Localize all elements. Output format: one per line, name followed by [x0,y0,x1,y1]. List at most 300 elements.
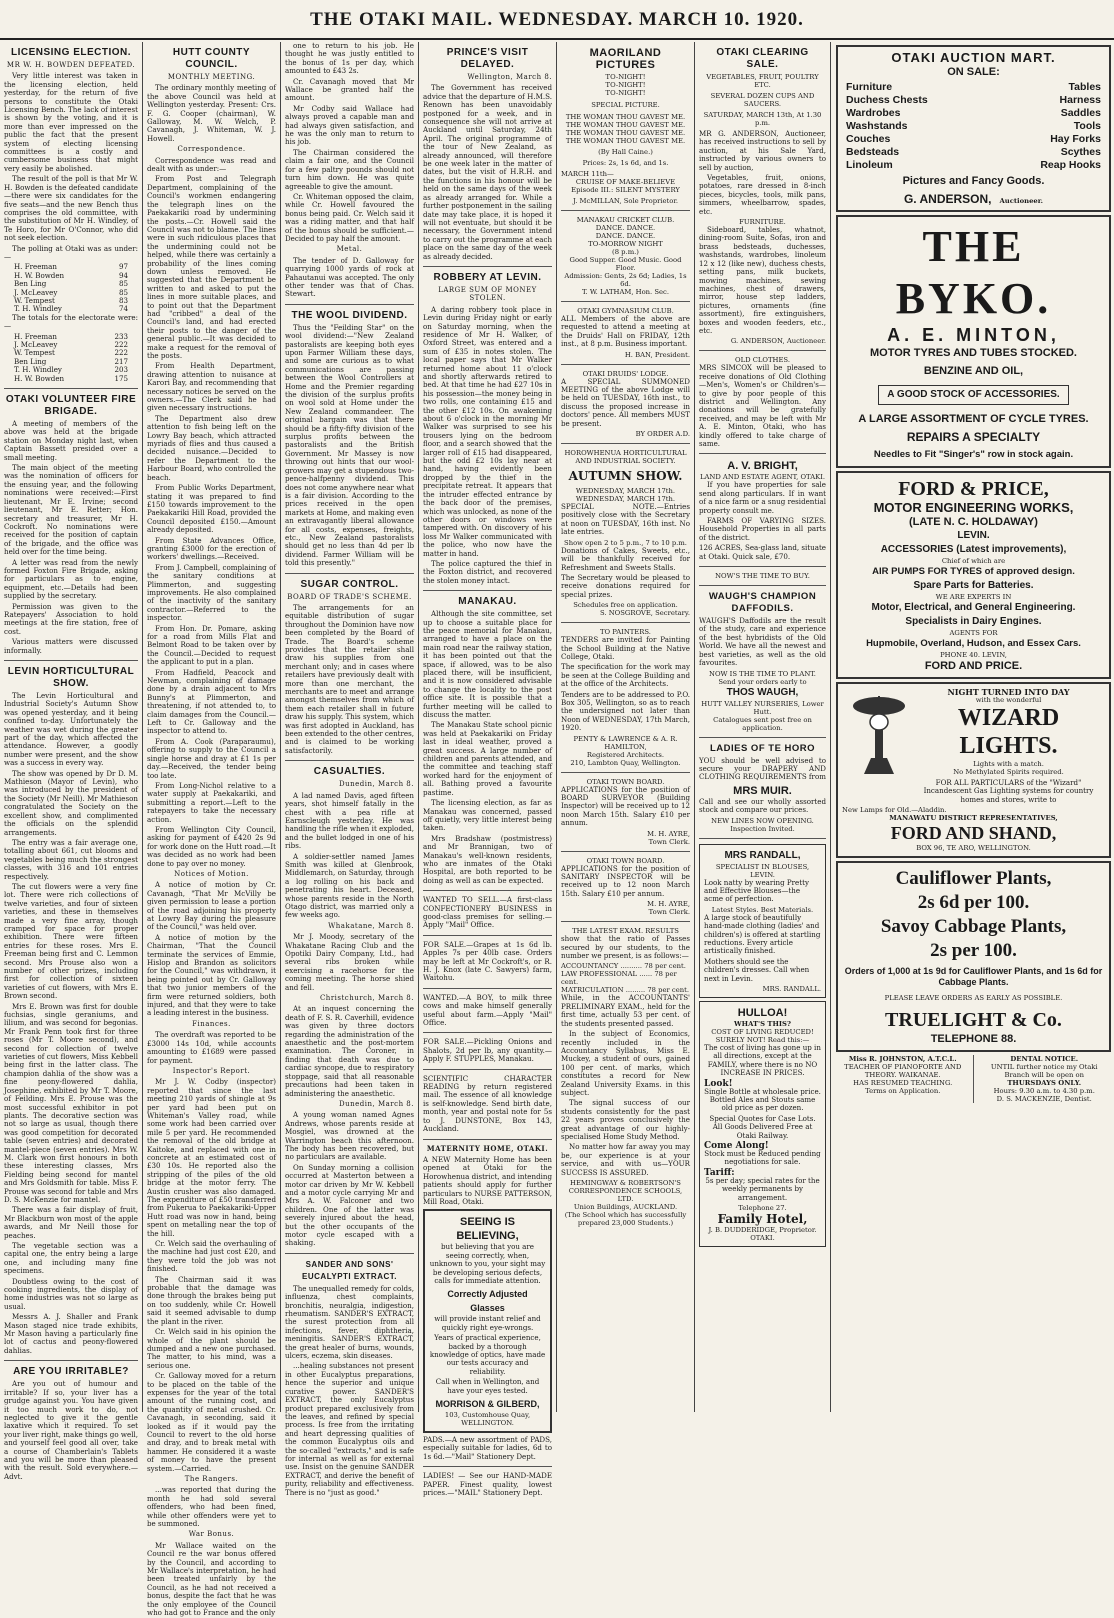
family-hotel: Family Hotel, [717,1212,808,1227]
signature: MRS. RANDALL. [762,985,821,993]
ad-text: COST OF LIVING REDUCED! SURELY NOT! Read this:— [711,1028,814,1044]
sale-line: SEVERAL DOZEN CUPS AND SAUCERS. [710,92,815,108]
paragraph: A young woman named Agnes Andrews, whose parents reside at Mosgiel, was drowned at the Warrington beach this afternoon. The body has been recovered, but no particulars are available. [285,1110,414,1162]
paragraph: 126 ACRES, Sea-glass land, situate at Otaki. Quick sale, £70. [699,543,826,561]
school-name: HEMINGWAY & ROBERTSON'S CORRESPONDENCE SCHOOLS, LTD. [568,1179,683,1203]
sale-item: Reap Hooks [1040,159,1101,171]
truelight-phone: TELEPHONE 88. [930,1033,1017,1046]
film-author: (By Hall Caine.) [598,148,653,156]
jn-name: Miss R. JOHNSTON, A.T.C.L. [848,1055,957,1064]
candidate-votes: 233 [114,331,128,341]
ad-text: Years of practical experience, backed by a thorough knowledge of optics, have made our tests accuracy and reliability. [429,1333,546,1376]
dateline: Whakatane, March 8. [328,921,414,930]
proprietor: J. B. DUDDERIDGE, Proprietor. [708,1226,817,1235]
column-5 [557,42,694,1412]
classified-ad: FOR SALE.—Grapes at 1s 6d lb. Apples 7s per 40lb case. Orders may be left at Mr Cockroft's, or R. H. J. Knox (late C. Sawyers) farm, Waitohu. [423,939,552,983]
to-painters: TO PAINTERS. [600,628,651,637]
poll-row [4,375,138,383]
cp-leave: PLEASE LEAVE ORDERS AS EARLY AS POSSIBLE. [884,994,1063,1003]
fp-town: LEVIN. [957,530,990,541]
ad-text: Special Quotes for Case Lots. All Goods Delivered Free at Otaki Railway. [709,1113,816,1140]
candidate-votes: 97 [118,262,128,272]
paragraph: ALL Members of the above are requested to attend a meeting at the Druids' Hall on FRIDAY, 12th inst., at 8 p.m. Business important. [561,314,690,349]
paragraph: YOU should be well advised to secure your DRAPERY AND CLOTHING REQUIREMENTS from [699,755,826,782]
film-next: Episode III.: SILENT MYSTERY [571,186,680,194]
fp-works: MOTOR ENGINEERING WORKS, [873,500,1074,515]
dateline: Christchurch, March 8. [319,994,414,1003]
ad-text: Call when in Wellington, and have your eyes tested. [435,1377,540,1395]
old-clothes-heading: OLD CLOTHES. [735,356,790,365]
lamp-icon [844,692,914,782]
paragraph: The signal success of our students consistently for the past 22 years proves conclusively the great advantage of our highly-specialised Home Study Method. [561,1098,690,1141]
fp-sign: FORD AND PRICE. [924,660,1023,672]
candidate-name: T. H. Windley [14,304,62,314]
byko-title: THE BYKO. [895,222,1052,323]
fp-phone: PHONE 40. LEVIN, [940,651,1007,659]
signature: S. NOSGROVE, Secretary. [600,609,690,618]
look: Look! [704,1078,733,1089]
daffodils-heading: WAUGH'S CHAMPION DAFFODILS. [708,591,817,615]
subhead: Finances. [192,1019,231,1028]
column-2 [143,42,280,1618]
paragraph: The Government has received advice that the departure of H.M.S. Renown has been unavoidably postponed for a week, and in consequence she will not arrive at Auckland until Saturday, 24th April. The original programme of the tour of New Zealand, as already announced, will therefore be one week later in the matter of dates, but the visit of H.R.H. and the functions in his honour will be held on the same days of the week as already arranged for. While a further postponement in the sailing date may take place, it is hoped it will not eventuate, but should it be necessary, the Government intend to carry out the programme at each place on the same day of the week as already decided. [423,83,553,261]
motor-tyres: MOTOR TYRES AND TUBES STOCKED. [870,347,1077,359]
subhead: Correspondence. [177,145,246,154]
paragraph: From Health Department, drawing attention to nuisance at Karori Bay, and recommending that necessary notices be served on the owners.—The Clerk said he had given necessary instructions. [147,361,276,413]
nursery: HUTT VALLEY NURSERIES, Lower Hutt. [701,699,824,716]
ad-title: MORRISON & GILBERD, [435,1399,540,1410]
dn-days: THURSDAYS ONLY. [1007,1079,1082,1088]
film-title: THE WOMAN THOU GAVEST ME. [565,113,686,121]
tonight: TO-NIGHT! [605,73,646,81]
subhead: The Rangers. [184,1475,239,1483]
proprietor: J. McMILLAN, Sole Proprietor. [573,197,678,205]
paragraph: APPLICATIONS for the position of BOARD SURVEYOR (Building Inspector) will be received up to 12 noon March 15th. Salary £10 per annum. [561,784,690,828]
paragraph: A letter was read from the newly formed Foxton Fire Brigade, asking for particulars as to engine, equipment, etc.—Details had been supplied by the secretary. [4,557,138,601]
subhead: MATERNITY HOME, OTAKI. [426,1143,549,1153]
school-address: Union Buildings, AUCKLAND. [573,1203,678,1211]
paragraph: The Secretary would be pleased to receive donations required for special prizes. [561,572,690,599]
new-lines: NEW LINES NOW OPENING. [711,816,814,825]
paragraph: Correspondence was read and dealt with as under:— [147,155,276,174]
paragraph: The tender of D. Galloway for quarrying 1000 yards of rock at Pahautanui was accepted. The only other tender was that of Chas. Stewart. [285,255,414,299]
headline-casualties: CASUALTIES. [313,766,386,778]
paragraph: The result of the poll is that Mr W. H. Bowden is the defeated candidate—there were six candidates for the five seats—and the new Bench thus comprises the old committee, with the substitution of Mr H. Windley, of Te Horo, for Mr O'Connor, who did not seek election. [4,174,138,243]
dance-info: T. W. LATHAM, Hon. Sec. [581,288,670,296]
ad-address: WELLINGTON. [461,1419,514,1428]
auctioneer-title: Auctioneer. [999,197,1044,205]
headline-sugar-control: SUGAR CONTROL. [300,578,399,590]
paragraph: Tenders are to be addressed to P.O. Box 305, Wellington, so as to reach the undersigned not later than Noon of WEDNESDAY, 17th March, 1920. [561,689,690,733]
sale-item: Washstands [846,120,908,132]
plant-now: NOW IS THE TIME TO PLANT. [709,669,816,678]
ad-text: Look natty by wearing Pretty and Effective Blouses—the acme of perfection. [704,877,809,904]
cycle-tyres: A LARGE ASSORTMENT OF CYCLE TYRES. [858,413,1089,425]
ad-text: Latest Styles. Best Materials. [711,905,814,914]
paragraph: The licensing election, as far as Manakau was concerned, passed off quietly, very little interest being taken. [423,798,552,833]
ad-text: Single Bottle at wholesale price. Bottled Ales and Stouts same old price as per dozen. [704,1086,821,1113]
architects: 210, Lambton Quay, Wellington. [570,758,681,767]
paragraph: Mr J. Moody, secretary of the Whakatane Racing Club and the Opotiki Dairy Company, Ltd., had several ribs broken while exercising a racehorse for the coming meeting. The horse shied and fell. [285,932,414,992]
jn-terms: Terms on Application. [865,1087,941,1096]
ad-title: Correctly Adjusted Glasses [447,1289,528,1314]
paragraph: Very little interest was taken in the licensing election, held yesterday, for the return of five persons to constitute the Otaki Licensing Bench. The lack of interest is shown by the voting, and it is more than ever impressed on the public the fact that the present system of electing licensing committees is a costly and cumbersome business that might very easily be abolished. [4,71,138,173]
paragraph: Mrs E. Brown was first for double fuchsias, single geraniums, and lilium, and was second for begonias. Mr Frank Penn took first for three roses (Mr T. Moore second), and second for collection of twelve varieties of cut flowers, Miss Kebbell being first in the latter class. The champion dahlia of the show was a fine peony-flowered dahlia, Josephine, exhibited by Mr T. Moore, of Feilding. Mrs E. Prouse was the most successful exhibitor in pot plants. The decorative section was not so large as usual, though there was good competition for decorated table (seven entries) and decorated mantel-piece (seven entries). Mrs W. M. Clark won first honours in both these interesting classes, Mrs Fielding being second for mantel and Mrs Goldsmith for table. Miss F. Prouse was second for table and Mrs D. S. McKenzie for mantel. [4,1001,138,1204]
repairs: REPAIRS A SPECIALTY [906,430,1041,444]
sale-items [846,81,1101,172]
column-3 [281,41,418,1497]
come-along: Come Along! [704,1141,769,1152]
paragraph: From Public Works Department, stating it was prepared to find £150 towards improvement to the Paekakariki Hill Road, provided the Council deposited £150.—Amount already deposited. [147,483,276,535]
accessories: A GOOD STOCK OF ACCESSORIES. [878,385,1068,405]
needles: Needles to Fit "Singer's" row in stock again. [873,449,1074,460]
candidate-name: H. W. Bowden [14,373,65,383]
headline-manakau: MANAKAU. [458,596,517,608]
headline-hutt-council: HUTT COUNTY COUNCIL. [172,47,251,70]
candidate-name: H. W. Bowden [14,270,65,280]
candidate-name: Ben Ling [14,279,47,289]
auction-mart-advert [836,45,1111,212]
sale-item: Tools [1073,120,1101,132]
paragraph: In the subject of Economics, recently included in the Accountancy Syllabus, Miss E. Muckey, a student of ours, gained 100 per cent. of marks, which constitutes a record for New Zealand University Exams. in this subject. [561,1029,690,1097]
paragraph: No matter how far away you may be, our experience is at your service, and with us—YOUR SUCCESS IS ASSURED. [561,1142,690,1177]
paragraph: Doubtless owing to the cost of cooking ingredients, the display of home industries was not so large as usual. [4,1276,138,1311]
dateline: Wellington, March 8. [467,73,552,81]
candidate-votes: 74 [118,304,128,314]
architects: PENTY & LAWRENCE & A. R. HAMILTON, [573,734,678,751]
fp-line: AGENTS FOR [949,629,998,637]
paragraph: The unequalled remedy for colds, influenza, chest complaints, bronchitis, neuralgia, indigestion, rheumatism. SANDER'S EXTRACT, the surest protection from all infections, fever, diphtheria, meningitis. SANDER'S EXTRACT, the great healer of burns, wounds, ulcers, eczema, skin diseases. [285,1283,414,1361]
dance-time: (8 p.m.) [612,248,639,256]
ford-price-advert [836,471,1111,679]
cp-price: 2s 6d per 100. [917,892,1030,914]
signature: BY ORDER A.D. [635,430,690,439]
furniture-heading: FURNITURE. [739,218,786,227]
paragraph: The entry was a fair average one, totalling about 661, cut blooms and vegetables being much the strongest classes, with 316 and 101 entries respectively. [4,837,138,881]
film-title: THE WOMAN THOU GAVEST ME. [565,137,686,145]
ford-shand: FORD AND SHAND, [890,823,1057,844]
paragraph: Permission was given to the Ratepayers' Association to hold meetings at the fire station, free of cost. [4,601,138,636]
film-title: THE WOMAN THOU GAVEST ME. [565,129,686,137]
paragraph: Mr Wallace waited on the Council re the war bonus offered by the Council, and according to Mr Wallace's interpretation, he had been treated unfairly by the Council, as he had not received a bonus, despite the fact that he was the only employee of the Council who had got to France and the only [147,1540,276,1618]
dance: DANCE. DANCE. [595,232,656,240]
column-6 [695,42,830,1412]
paragraph: The overdraft was reported to be £3000 14s 10d, while accounts amounting to £1689 were passed for payment. [147,1030,276,1065]
telephone: Telephone 27. [738,1204,787,1213]
fp-line: Spare Parts for Batteries. [913,580,1034,591]
wz-line: NIGHT TURNED INTO DAY [947,687,1070,697]
cp-orders: Orders of 1,000 at 1s 9d for Cauliflower Plants, and 1s 6d for Cabbage Plants. [844,966,1103,988]
bottom-notices [836,1055,1111,1103]
masthead: THE OTAKI MAIL. WEDNESDAY. MARCH 10. 1920. [0,0,1114,40]
fp-accessories: ACCESSORIES (Latest improvements), [880,544,1067,555]
paragraph: The main object of the meeting was the nomination of officers for the ensuing year, and the following nominations were received:—First lieutenant, Mr E. Irvine; second lieutenant, Mr E. Retter; Hon. secretary and treasurer, Mr H. Cockroft. No nominations were received for the position of captain of the brigade, and the office was held over for the time being. [4,463,138,557]
sale-date: SATURDAY, MARCH 13th, At 1.30 p.m. [703,111,822,127]
cp-price: 2s per 100. [930,940,1017,962]
whats-this: WHAT'S THIS? [734,1020,791,1028]
paragraph: The Chairman said it was probable that the damage was done through the brakes being put on too suddenly, while Cr. Howell said it seemed advisable to dump the plant in the river. [147,1274,276,1326]
paragraph: ...was reported that during the month he had sold several offenders, who had been fined, while other offenders were yet to be summoned. [147,1485,276,1529]
paragraph: Messrs A. J. Shaller and Frank Mason staged nice trade exhibits, Mr Mason having a particularly fine lot of cactus and peony-flowered dahlias. [4,1312,138,1355]
subhead: MONTHLY MEETING. [167,73,256,81]
paragraph: From Wellington City Council, asking for payment of £420 2s 9d for work done on the Hutt road.—It was decided as no work had been done to pay over no money. [147,824,276,868]
minton-name: A. E. MINTON, [887,325,1060,345]
sale-item: Linoleum [846,159,893,171]
paragraph: Vegetables, fruit, onions, potatoes, rare dressed in 8-inch pieces, bicycles, tools, milk pans, simmers, wheelbarrow, spades, etc. [699,173,826,216]
auctioneer-name: G. ANDERSON, [903,192,992,206]
paragraph: Are you out of humour and irritable? If so, your liver has a grudge against you. You have given it too much work to do, not neglected to give it the gentle laxative which it required. To set your liver right, make things go well, and yourself feel good all over, take a course of Chamberlain's Tablets and you will be more than pleased with the result. Sold everywhere.—Advt. [4,1379,138,1481]
paragraph: At an inquest concerning the death of F. S. R. Caverhill, evidence was given by three doctors regarding the administration of the anaesthetic and the post-mortem examination. The Coroner, in finding that death was due to cardiac syncope, due to respiratory stoppage, said that all reasonable precautions had been taken in administering the anaesthetic. [285,1004,414,1098]
paragraph: From Hon. Dr. Pomare, asking for a road from Mills Flat and Belmont Road to be taken over by the Council.—Decided to request the applicant to put in a plan. [147,623,276,667]
fp-late: (LATE N. C. HOLDAWAY) [909,516,1038,528]
wz-address: BOX 96, TE ARO, WELLINGTON. [916,844,1031,853]
autumn-show: AUTUMN SHOW. [568,469,683,484]
candidate-name: J. McLeavey [14,340,58,349]
paragraph: WAUGH'S Daffodils are the result of the study, care and experience of the best hybridists of the Old World. We have all the newest and best varieties, as well as the old favourites. [699,616,826,668]
headline-robbery: ROBBERY AT LEVIN. [433,271,542,283]
tonight: TO-NIGHT! [605,89,646,97]
ad-address: 103, Customhouse Quay, [444,1411,531,1420]
ad-text: but believing that you are seeing correctly, when, unknown to you, your sight may be developing serious defects, calls for immediate attention. [429,1242,546,1285]
wizard-lights-advert [836,682,1111,858]
paragraph: The Levin Horticultural and Industrial Society's Autumn Show was opened yesterday, and it being confined to-day. Unfortunately the weather was wet during the greater part of the day, which affected the attendance. However, a goodly number were present, and the show was a success in every way. [4,691,138,768]
paragraph: The police captured the thief in the Foxton district, and recovered the stolen money intact. [423,558,552,585]
dateline: Dunedin, March 8. [339,1099,414,1108]
paragraph: A SPECIAL SUMMONED MEETING of the above Lodge will be held on TUESDAY, 16th inst., to discuss the proposed increase in doctors' pence. All members MUST be present. [561,376,690,428]
byko-advert [836,215,1111,468]
paragraph: Various matters were discussed informally. [4,637,138,655]
paragraph: From Post and Telegraph Department, complaining of the Council's workmen endangering the telegraph lines on the Paekakariki road by undermining the posts.—Cr. Howell said the Council was not to blame. The lines were in such ridiculous places that the undermining could not be helped, while there was certainly a probability of the lines coming down unless removed. He suggested that the Department be written to and asked to put the lines in more suitable places, and to point out that the Department had "cribbed" a deal of the Council's land, and had erected their posts to the danger of the general public.—It was decided to make a request for the removal of the posts. [147,174,276,360]
pictures-fancy: Pictures and Fancy Goods. [902,175,1045,187]
paragraph: The arrangements for an equitable distribution of sugar throughout the Dominion have now been completed by the Board of Trade. The Board's scheme provides that the retailer shall draw his supplies from one merchant only; and in cases where retailers have previously dealt with more than one merchant, the merchants are to meet and arrange amongst themselves from which of them each retailer shall in future draw his supply. This system, which was first adopted in Auckland, has been extended to the other centres, and is claimed to be working satisfactorily. [285,602,414,755]
candidate-votes: 85 [118,279,128,289]
show-hours: Show open 2 to 5 p.m., 7 to 10 p.m. [564,538,687,547]
hulloa: HULLOA! [737,1007,788,1019]
signature: H. BAN, President. [624,350,690,359]
ad-text: Mothers should see the children's dresses. Call when next in Levin. [704,956,810,983]
paragraph: ...healing substances not present in other Eucalyptus preparations, hence the superior and unique curative power. SANDER'S EXTRACT, the only Eucalyptus product prepared exclusively from the leaves, and refined by special process. Is free from the irritating and heart depressing qualities of the common Eucalyptus oils and the so-called "extracts," and is safe for internal as well as for external use. Insist on the genuine SANDER EXTRACT, and derive the benefit of purity, reliability and effectiveness. There is no "just as good." [285,1361,414,1497]
candidate-name: Ben Ling [14,356,47,366]
subhead: LARGE SUM OF MONEY STOLEN. [438,285,537,303]
optician-advert [423,1209,552,1433]
cp-title: Cauliflower Plants, [895,868,1052,890]
paragraph: A NEW Maternity Home has been opened at Otaki for the Horowhenua district, and intending patients should apply for further particulars to NURSE PATTERSON, Mill Road, Otaki. [423,1154,552,1206]
signature: M. H. AYRE, [647,900,690,909]
candidate-name: H. Freeman [14,331,57,341]
paragraph: From Long-Nichol relative to a water supply at Paekakariki, and submitting a report.—Left to the ratepayers to take the necessary action. [147,780,276,824]
paragraph: The Department also drew attention to fish being left on the Lowry Bay beach, which attracted myriads of flies and thus caused a decided nuisance.—Decided to refer the Department to the Harbour Board, who controlled the beach. [147,413,276,482]
paragraph: Sideboard, tables, whatnot, dining-room Suite, Sofas, iron and brass bedsteads, duchesses, washstands, wardrobes, linoleum 12 x 12 (like new), duchess chests, setting pans, milk buckets, mowing machines, sewing machines, chest of drawers, mirror, house step ladders, pictures, ornaments (fine assortment), fire extinguishers, boxes and wooden feeders, etc., etc. [699,225,826,335]
paragraph: The totals for the electorate were:— [4,312,138,331]
truelight-advert [836,861,1111,1052]
candidate-votes: 175 [114,373,128,383]
candidate-votes: 222 [114,340,128,349]
paragraph: Donations of Cakes, Sweets, etc., will be thankfully received for Refreshment and Sweets Stalls. [561,545,690,572]
sale-item: Harness [1059,94,1101,106]
paragraph: While, in the ACCOUNTANTS' PRELIMINARY EXAM., held for the first time, actually 53 per cent. of the students presented passed. [561,993,690,1028]
sale-item: Scythes [1060,146,1101,158]
candidate-votes: 94 [118,270,128,280]
classified-ad: FOR SALE.—Pickling Onions and Shalots, 2d per lb, any quantity.—Apply F. STUPPLES, Manakau. [423,1037,552,1064]
paragraph: Mr J. W. Codby (inspector) reported that since the last meeting 210 yards of shingle at 9s per yard had been put on Whiteman's Valley road, while some work had been carried over mile 5 per yard. He recommended the removal of the old bridge at Kaitoke, and replaced with one in concrete at an estimated cost of £30 10s. He reported also the stripping of the piles of the old bridge at the motor ferry. The Austin crusher was also damaged. The expenditure of £50 transferred from Pukerua to Paekakariki-Upper Hutt road was now in hand, being spent on metalling near the top of the hill. [147,1077,276,1238]
column-rule [830,42,831,1412]
paragraph: TENDERS are invited for Painting the School Building at the Native College, Otaki. [561,635,690,661]
candidate-name: J. McLeavey [14,287,58,297]
send-orders: Send your orders early to [718,677,807,686]
ad-text: Stock must be Reduced pending negotiations for sale. [704,1149,821,1167]
dn-hours: Hours: 9.30 a.m. to 4.30 p.m. [993,1087,1095,1096]
exam-line: LAW PROFESSIONAL ...... 78 per cent. [561,970,677,987]
subhead: War Bonus. [188,1530,235,1539]
paragraph: The polling at Otaki was as under:— [4,243,138,261]
candidate-votes: 203 [114,365,128,375]
wz-text: FOR ALL PARTICULARS of the "Wizard" Incandescent Gas Lighting systems for country homes and stores, write to [923,778,1094,804]
truelight-name: TRUELIGHT & Co. [885,1009,1062,1032]
mrs-muir: MRS MUIR. [733,784,792,797]
paragraph: Cr. Whiteman opposed the claim, while Cr. Howell favoured the bonus being paid. Cr. Welch said it was a riding matter, and that half of the bonus should be sufficient.—Decided to pay half the amount. [285,191,414,243]
candidate-votes: 222 [114,348,128,358]
wz-line: Lights with a match. [973,760,1044,768]
randall-title: SPECIALIST IN BLOUSES, LEVIN. [715,862,810,879]
paragraph: From A. Cook (Paraparaumu), offering to supply to the Council a single horse and dray at £1 1s per day.—Received, the tender being too late. [147,736,276,780]
waugh-name: THOS WAUGH, [726,686,799,698]
candidate-name: T. H. Windley [14,365,62,375]
subhead: BOARD OF TRADE'S SCHEME. [287,592,412,601]
dance-info: Good Supper. Good Music. Good Floor. [569,256,682,272]
horticultural-society: HOROWHENUA HORTICULTURAL AND INDUSTRIAL SOCIETY. [564,449,687,466]
wz-reps: MANAWATU DISTRICT REPRESENTATIVES, [889,814,1058,823]
signature: Town Clerk. [648,837,690,846]
ad-text: A large stock of beautifully hand-made clothing (ladies' and children's) is offered at startling reductions. Every article artistically finished. [704,912,821,956]
fp-line: AIR PUMPS FOR TYRES of approved design. [872,566,1075,577]
subhead: Inspector's Report. [172,1066,251,1075]
column-1 [0,42,142,1481]
paragraph: A meeting of members of the above was held at the brigade station on Monday night last, when Captain Bassett presided over a small meeting. [4,419,138,462]
paragraph: Although the site committee, set up to choose a suitable place for the peace memorial for Manakau, arranged to have a place on the main road near the railway station, it has been pointed out that the space, if allowed, was to be also placed there, will be insufficient, and it is now considered advisable to change the locality to the post office site. It is possible that a further meeting will be called to discuss the matter. [423,609,552,720]
paragraph: Mrs Bradshaw (postmistress) and Mr Brannigan, two of Manakau's well-known residents, who are inmates of the Otaki Hospital, are both reported to be doing as well as can be expected. [423,833,552,885]
paragraph: The Chairman considered the claim a fair one, and the Council for a few paltry pounds should not turn him down. He was quite agreeable to give the amount. [285,147,414,191]
sale-item: Furniture [846,81,893,93]
candidate-name: W. Tempest [14,295,55,305]
paragraph: On Sunday morning a collision occurred at Masterton between a motor car driven by Mr W. Kebbell and a motor cycle carrying Mr and Mrs A. W. Falconer and two children. One of the latter was severely injured about the head, but the other occupants of the motor cycle escaped with a shaking. [285,1162,414,1248]
film-title: THE WOMAN THOU GAVEST ME. [565,121,686,129]
paragraph: From Hadfield, Peacock and Newman, complaining of damage done by a drain adjacent to Mrs Bunny's at Plimmerton, and threatening, if not attended to, to claim damages from the Council.—Left to Cr. Galloway and the inspector to attend to. [147,667,276,736]
druids-lodge: OTAKI DRUIDS' LODGE. [582,369,669,378]
special-picture: SPECIAL PICTURE. [591,101,660,109]
randall-name: MRS RANDALL, [724,849,801,861]
candidate-votes: 217 [114,356,128,366]
sale-item: Saddles [1060,107,1101,119]
jn-resumed: HAS RESUMED TEACHING. [853,1079,953,1088]
sale-line: VEGETABLES, FRUIT, POULTRY ETC. [706,73,819,89]
paragraph: From J. Campbell, complaining of the sanitary conditions at Plimmerton, and suggesting improvements. He also complained of the inactivity of the sanitary contractor.—Referred to the inspector. [147,562,276,623]
headline-levin-show: LEVIN HORTICULTURAL SHOW. [7,666,135,689]
benzine: BENZINE AND OIL, [923,365,1024,377]
classified-ad: WANTED.—A BOY, to milk three cows and make himself generally useful about farm.—Apply "Mail" Office. [423,992,552,1028]
paragraph: A notice of motion by Cr. Cavanagh, "That Mr McVilly be given permission to lease a portion of the road adjoining his property at Lowry Bay during the pleasure of the Council," was held over. [147,880,276,932]
paragraph: one to return to his job. He thought he was justly entitled to the bonus of 1s per day, which amounted to £43 2s. [285,41,414,76]
column-4 [419,42,556,1498]
headline-fire-brigade: OTAKI VOLUNTEER FIRE BRIGADE. [5,394,137,418]
paragraph: From State Advances Office, granting £3000 for the erection of workers' dwellings.—Received. [147,535,276,562]
buy-now: NOW'S THE TIME TO BUY. [715,572,810,581]
paragraph: APPLICATIONS for the position of SANITARY INSPECTOR will be received up to 12 noon March 15th. Salary £10 per annum. [561,863,690,898]
fp-line: Chief of which are [941,557,1006,565]
paragraph: The show was opened by Dr D. M. Mathieson (Mayor of Levin), who was introduced by the president of the Society (Mr Neill). Mr Mathieson congratulated the Society on the excellent show, and complimented the officials on the splendid arrangements. [4,768,138,837]
paragraph: There was a fair display of fruit, Mr Blackburn won most of the apple awards, and Mr Neill those for peaches. [4,1205,138,1240]
sale-item: Hay Forks [1050,133,1101,145]
classified-ad: LADIES! — See our HAND-MADE PAPER. Finest quality, lowest prices.—"MAIL" Stationery Dept. [423,1471,552,1498]
fp-line: Hupmobile, Overland, Hudson, and Essex Cars. [866,638,1081,649]
headline-licensing: LICENSING ELECTION. [10,47,132,58]
wizard-title: WIZARD [957,705,1060,731]
inspection: Inspection Invited. [730,824,795,833]
dance-info: Admission: Gents, 2s 6d; Ladies, 1s 6d. [564,272,687,288]
dance: DANCE. DANCE. [595,224,656,232]
lights-title: LIGHTS. [959,733,1058,759]
paragraph: A notice of motion by the Chairman, "That the Council terminate the services of Emmie, Hislop and Brandon as solicitors for the Council," was withdrawn, it being pointed out by Cr. Galloway that two junior members of the firm were returned soldiers, both injured, and that they were to take a leading interest in the business. [147,932,276,1018]
dateline: Dunedin, March 8. [339,780,414,789]
classified-ad: PADS.—A new assortment of PADS, especially suitable for ladies, 6d to 1s 6d.—"Mail" Stationery Dept. [423,1435,552,1461]
fp-line: Motor, Electrical, and General Engineering. [871,602,1076,613]
paragraph: Mr Codby said Wallace had always proved a capable man and had always given satisfaction, and he was the only man to return to his job. [285,103,414,147]
paragraph: show that the ratio of Passes secured by our students, to the number we present, is as follows:— [561,934,690,961]
bright-name: A. V. BRIGHT, [727,460,798,473]
ad-title: SEEING IS BELIEVING, [456,1216,519,1243]
candidate-name: H. Freeman [14,262,57,272]
bright-title: LAND AND ESTATE AGENT, OTAKI. [699,473,826,482]
exam-results: THE LATEST EXAM. RESULTS [572,927,679,936]
dn-title: DENTAL NOTICE. [1010,1055,1079,1064]
column-7-adverts [833,42,1114,1412]
headline-princes-visit: PRINCE'S VISIT DELAYED. [446,47,529,70]
paragraph: SPECIAL NOTE.—Entries positively close with the Secretary at noon on TUESDAY, 16th inst. No late entries. [561,502,690,537]
sale-item: Couches [846,133,891,145]
show-date: WEDNESDAY, MARCH 17th. [575,495,676,504]
cricket-club: MANAKAU CRICKET CLUB. [576,216,675,224]
paragraph: The specification for the work may be seen at the College Building and at the office of the Architects. [561,662,690,689]
film-next: CRUISE OF MAKE-BELIEVE [575,178,676,186]
hotel-advert [699,1001,826,1247]
maoriland-pictures-title: MAORILAND PICTURES [589,47,662,71]
classified-ad: WANTED TO SELL.—A first-class CONFECTIONERY BUSINESS in good-class premises for selling.—Apply "Mail" Office. [423,895,552,930]
dn-text: UNTIL further notice my Otaki Branch will be open on [990,1063,1098,1080]
headline-wool-dividend: THE WOOL DIVIDEND. [291,309,408,321]
paragraph: Thus the "Feilding Star" on the wool dividend:—"New Zealand pastoralists are keeping both eyes upon Farmer William these days, and some are curious as to what communications are passing between the Wool Controllers at Home and the Premier regarding the division of the surplus profits on wool sold at Home under the New Zealand commandeer. The original bargain was that there should be a fifty-fifty division of the surplus profits between the pastoralists and the British Government. Mr Massey is now throwing out hints that our wool-growers may get a stupendous two-pence-halfpenny dividend. This does not come anywhere near what is a fair division. According to the prices received in the open markets at Home, and making even an extravagantly liberal allowance for all costs, expenses, freights, etc., New Zealand pastoralists should get no less than 4d per lb dividend. Farmer William will be told this presently." [285,322,414,568]
schedules: Schedules free on application. [573,601,678,610]
paragraph: Call and see our wholly assorted stock and compare our prices. [699,796,826,815]
fp-line: Specialists in Dairy Engines. [905,616,1042,627]
jn-title: TEACHER OF PIANOFORTE AND THEORY. WAIKANAE. [844,1063,962,1080]
paragraph: A soldier-settler named James Smith was killed at Glenbrook, Middlemarch, on Saturday, through a log rolling on his back and penetrating his heart. Deceased, whose parents reside in the North Otago district, was married only a few weeks ago. [285,851,414,920]
town-board: OTAKI TOWN BOARD. [586,777,665,786]
wz-line: New Lamps for Old.—Aladdin. [842,806,947,815]
wz-line: No Methylated Spirits required. [953,768,1064,776]
cp-title: Savoy Cabbage Plants, [880,916,1067,938]
ad-text: will provide instant relief and quickly right eye-wrongs. [434,1314,541,1332]
sale-item: Duchess Chests [846,94,928,106]
sale-item: Bedsteads [846,146,900,158]
paragraph: The cut flowers were a very fine lot. There were rich collections of twelve varieties, and four of sixteen varieties, and these in themselves made a very fine array, though cramped for space for proper exhibition. There were fifteen entries for these roses. Mrs E. Freeman being first and C. Lemmon second. Mrs Prouse also won a number of other prizes, including first for collection of sixteen varieties of cut flowers, with Mrs E. Brown second. [4,881,138,1001]
signature: G. ANDERSON, Auctioneer. [730,337,826,346]
signature: M. H. AYRE, [647,829,690,838]
auction-title: OTAKI AUCTION MART. [891,50,1056,65]
architects: Registered Architects. [586,750,665,759]
town-board: OTAKI TOWN BOARD. [586,856,665,865]
poll-table-otaki [4,263,138,313]
paragraph: Cr. Galloway moved for a return to be placed on the table of the expenses for the year of the total amount of the running cost, and the quantity of metal crushed. Cr. Cavanagh, in seconding, said it looked as if it would pay the Council to revert to the old horse and dray, and to break metal with hammer. He considered it a waste of money to have the present system.—Carried. [147,1371,276,1473]
tariff: Tariff: [704,1167,735,1178]
